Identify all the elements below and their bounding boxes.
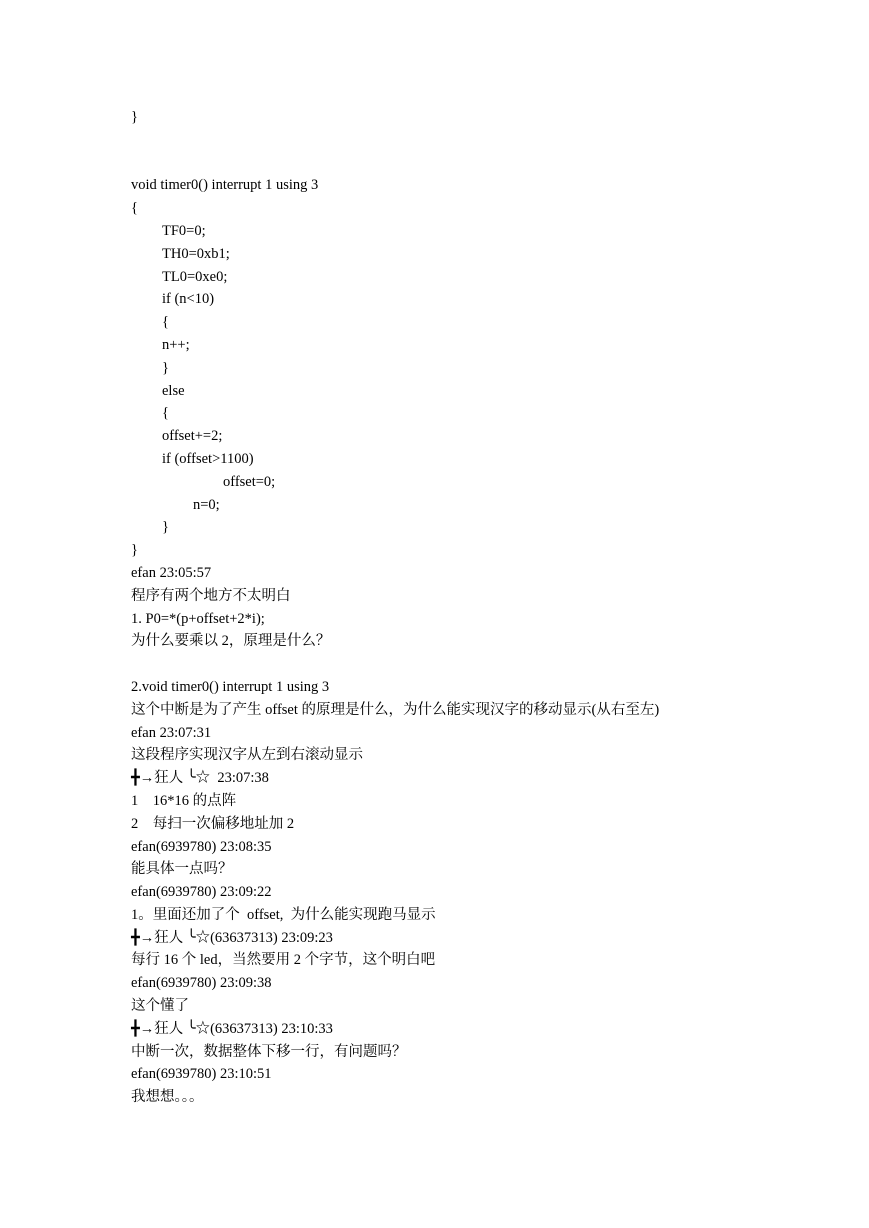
text-line: }	[162, 359, 169, 376]
blank-line	[131, 152, 831, 175]
text-line: efan 23:05:57	[131, 564, 212, 581]
text-line: else	[162, 382, 185, 399]
text-line: }	[131, 109, 138, 125]
text-line: 能具体一点吗？	[131, 861, 233, 878]
text-line: 程序有两个地方不太明白	[131, 587, 291, 604]
text-line: }	[162, 519, 169, 536]
text-line: n++;	[162, 336, 190, 353]
text-line: 每行 16 个 led，当然要用 2 个字节，这个明白吧	[131, 952, 436, 969]
text-line: TF0=0;	[162, 222, 206, 239]
text-line: efan 23:07:31	[131, 724, 212, 741]
text-line: if (offset>1100)	[162, 450, 254, 467]
text-line: 这个中断是为了产生 offset 的原理是什么，为什么能实现汉字的移动显示(从右至左)	[131, 701, 660, 718]
text-line: {	[162, 405, 169, 422]
text-line: TL0=0xe0;	[162, 268, 228, 285]
text-line: offset+=2;	[162, 428, 223, 445]
text-line: 这段程序实现汉字从左到右滚动显示	[131, 747, 363, 764]
blank-line	[131, 653, 831, 676]
text-line: 1 16*16 的点阵	[131, 792, 237, 809]
document-body	[131, 106, 831, 1109]
text-line: if (n<10)	[162, 291, 215, 308]
text-line: {	[162, 314, 169, 331]
text-line: ╋→狂人 ╰☆(63637313) 23:09:23	[131, 929, 333, 946]
text-line: efan(6939780) 23:09:38	[131, 975, 272, 992]
text-line: 我想想。。。	[131, 1089, 204, 1106]
text-line: efan(6939780) 23:10:51	[131, 1066, 272, 1083]
text-line: 1. P0=*(p+offset+2*i);	[131, 610, 265, 627]
text-line: 中断一次，数据整体下移一行，有问题吗？	[131, 1043, 407, 1060]
text-line: TH0=0xb1;	[162, 245, 230, 262]
text-line: void timer0() interrupt 1 using 3	[131, 177, 319, 194]
text-line: efan(6939780) 23:08:35	[131, 838, 272, 855]
text-line: 2.void timer0() interrupt 1 using 3	[131, 678, 330, 695]
text-line: {	[131, 200, 138, 217]
text-line: 1。里面还加了个 offset, 为什么能实现跑马显示	[131, 906, 436, 923]
text-line: 为什么要乘以 2，原理是什么？	[131, 633, 331, 650]
blank-line	[131, 129, 831, 152]
text-line: ╋→狂人 ╰☆ 23:07:38	[131, 770, 269, 787]
text-line: ╋→狂人 ╰☆(63637313) 23:10:33	[131, 1020, 333, 1037]
text-line: efan(6939780) 23:09:22	[131, 884, 272, 901]
text-line: offset=0;	[223, 473, 276, 490]
text-line: 这个懂了	[131, 998, 189, 1015]
text-line: 2 每扫一次偏移地址加 2	[131, 815, 295, 832]
text-line: n=0;	[193, 496, 220, 513]
text-line: }	[131, 542, 138, 559]
